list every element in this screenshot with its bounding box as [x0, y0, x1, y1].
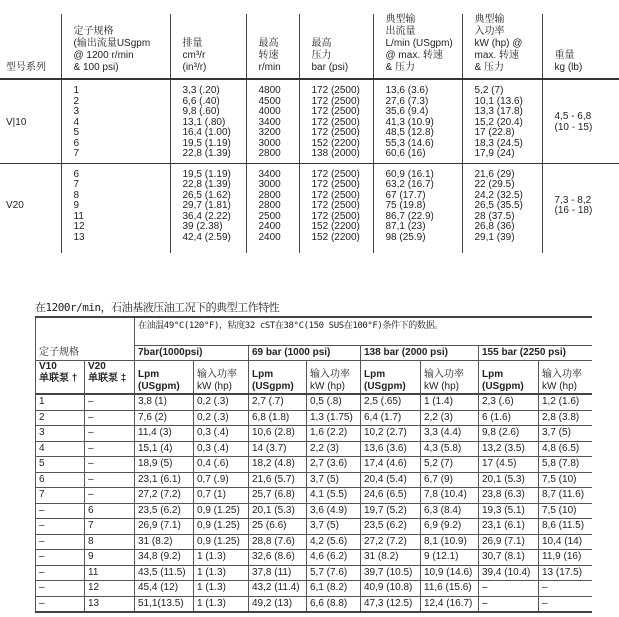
table-cell: 7,6 (2): [135, 410, 194, 426]
table-cell: 5: [36, 457, 85, 473]
pressure-header: 155 bar (2250 psi): [479, 345, 592, 361]
table-cell: 1 (1.3): [194, 596, 249, 612]
table-cell: 37,8 (11): [249, 565, 307, 581]
table-cell: 3,6 (4.9): [307, 503, 361, 519]
table-cell: –: [539, 581, 592, 597]
test-condition-note: 在油温49°C(120°F)，粘度32 cST在38°C(150 SUS在100°F)条件下的数据。: [135, 317, 592, 345]
table-cell: 4: [36, 441, 85, 457]
table-cell: 1,2 (1.6): [539, 394, 592, 410]
table-cell: 2,2 (3): [421, 410, 479, 426]
table-cell: 6,7 (9): [421, 472, 479, 488]
table-cell: 23,8 (6.3): [479, 488, 539, 504]
table-cell: 4,8 (6.5): [539, 441, 592, 457]
table-cell: 11,9 (16): [539, 550, 592, 566]
table-cell: –: [85, 441, 135, 457]
table-cell: 8,1 (10.9): [421, 534, 479, 550]
column-values: 172 (2500) 172 (2500) 172 (2500) 172 (2500) 172 (2500) 152 (2200) 138 (2000): [299, 79, 373, 163]
table-cell: 10,4 (14): [539, 534, 592, 550]
input-power-header: 输入功率 kW (hp): [539, 361, 592, 395]
table-cell: 40,9 (10.8): [361, 581, 421, 597]
pressure-header: 69 bar (1000 psi): [249, 345, 361, 361]
table-cell: 4,6 (6.2): [307, 550, 361, 566]
column-values: 6 7 8 9 11 12 13: [61, 163, 170, 253]
table-row: [36, 441, 592, 457]
table-cell: 18,2 (4.8): [249, 457, 307, 473]
table-cell: 3,7 (5): [307, 472, 361, 488]
table-cell: –: [85, 488, 135, 504]
table-cell: 13,6 (3.6): [361, 441, 421, 457]
table-cell: 4,1 (5.5): [307, 488, 361, 504]
table-cell: 19,3 (5.1): [479, 503, 539, 519]
column-header: 最高 压力 bar (psi): [299, 14, 373, 79]
table-row: [36, 565, 592, 581]
performance-table: [35, 316, 592, 613]
table-cell: 24,6 (6.5): [361, 488, 421, 504]
table-cell: 2,7 (.7): [249, 394, 307, 410]
table-cell: 9,8 (2.6): [479, 426, 539, 442]
table-cell: –: [85, 394, 135, 410]
table-cell: 3,3 (4.4): [421, 426, 479, 442]
weight-value: 7,3 - 8,2 (16 - 18): [542, 163, 619, 253]
table-cell: 0,2 (.3): [194, 410, 249, 426]
table-row: [36, 488, 592, 504]
table-cell: –: [539, 596, 592, 612]
column-header: 典型输 入功率 kW (hp) @ max. 转速 & 压力: [462, 14, 542, 79]
table-cell: 26,9 (7.1): [479, 534, 539, 550]
table-cell: 4,3 (5.8): [421, 441, 479, 457]
series-name: V|10: [6, 116, 27, 128]
table-cell: 23,5 (6.2): [361, 519, 421, 535]
table-cell: 0,9 (1.25): [194, 534, 249, 550]
table-cell: 0,3 (.4): [194, 441, 249, 457]
table-cell: 23,5 (6.2): [135, 503, 194, 519]
table-cell: 17 (4.5): [479, 457, 539, 473]
table-cell: 6 (1.6): [479, 410, 539, 426]
table-cell: 21,6 (5.7): [249, 472, 307, 488]
v10-single-pump-header: V10 单联泵 †: [36, 361, 85, 395]
table-cell: 47,3 (12.5): [361, 596, 421, 612]
table-cell: 49,2 (13): [249, 596, 307, 612]
table-cell: 31 (8.2): [361, 550, 421, 566]
table-cell: 3: [36, 426, 85, 442]
table-cell: 15,1 (4): [135, 441, 194, 457]
column-values: 3400 3000 2800 2800 2500 2400 2400: [246, 163, 299, 253]
table-cell: 13,2 (3.5): [479, 441, 539, 457]
pressure-header: 7bar(1000psi): [135, 345, 249, 361]
pump-spec-table: [0, 14, 619, 253]
lpm-header: Lpm (USgpm): [249, 361, 307, 395]
column-header: 型号系列: [0, 14, 61, 79]
table-cell: 6,8 (1.8): [249, 410, 307, 426]
table-cell: 11: [85, 565, 135, 581]
table-cell: 27,2 (7.2): [361, 534, 421, 550]
table-row: [36, 519, 592, 535]
table-cell: 23,1 (6.1): [479, 519, 539, 535]
table-cell: 27,2 (7.2): [135, 488, 194, 504]
table-cell: 10,6 (2.8): [249, 426, 307, 442]
lpm-header: Lpm (USgpm): [479, 361, 539, 395]
table-cell: 17,4 (4.6): [361, 457, 421, 473]
table-cell: 2,8 (3.8): [539, 410, 592, 426]
table-cell: 8: [85, 534, 135, 550]
table-cell: 39,4 (10.4): [479, 565, 539, 581]
table-cell: 0,9 (1.25): [194, 519, 249, 535]
table-cell: 20,4 (5.4): [361, 472, 421, 488]
column-values: 1 2 3 4 5 6 7: [61, 79, 170, 163]
pressure-header: 138 bar (2000 psi): [361, 345, 479, 361]
table-cell: 43,2 (11.4): [249, 581, 307, 597]
table-cell: 6,9 (9.2): [421, 519, 479, 535]
table-row: [36, 550, 592, 566]
table-cell: 2,7 (3.6): [307, 457, 361, 473]
table-cell: 1: [36, 394, 85, 410]
table-cell: 10,9 (14.6): [421, 565, 479, 581]
table-row: [36, 503, 592, 519]
table-cell: 12,4 (16.7): [421, 596, 479, 612]
column-values: 5,2 (7) 10,1 (13.6) 13,3 (17.8) 15,2 (20.4) 17 (22.8) 18,3 (24.5) 17,9 (24): [462, 79, 542, 163]
table-cell: 5,2 (7): [421, 457, 479, 473]
column-header: 重量 kg (lb): [542, 14, 619, 79]
table-cell: 3,8 (1): [135, 394, 194, 410]
column-header: 定子规格 (输出流量USgpm @ 1200 r/min & 100 psi): [61, 14, 170, 79]
table-cell: 31 (8.2): [135, 534, 194, 550]
table-cell: 2,2 (3): [307, 441, 361, 457]
table-cell: –: [85, 457, 135, 473]
input-power-header: 输入功率 kW (hp): [421, 361, 479, 395]
table-cell: 34,8 (9.2): [135, 550, 194, 566]
table-cell: –: [85, 472, 135, 488]
table-cell: 0,2 (.3): [194, 394, 249, 410]
table-cell: 7: [85, 519, 135, 535]
table-row: [36, 426, 592, 442]
table-cell: 19,7 (5.2): [361, 503, 421, 519]
table-cell: 45,4 (12): [135, 581, 194, 597]
table-cell: 9 (12.1): [421, 550, 479, 566]
table-cell: 20,1 (5.3): [479, 472, 539, 488]
sub-header-row: [36, 361, 592, 395]
table-cell: 1,3 (1.75): [307, 410, 361, 426]
table-cell: 7: [36, 488, 85, 504]
table-cell: 10,2 (2.7): [361, 426, 421, 442]
table-cell: 28,8 (7.6): [249, 534, 307, 550]
table-cell: 0,5 (.8): [307, 394, 361, 410]
table-cell: 0,9 (1.25): [194, 503, 249, 519]
table-cell: 6,4 (1.7): [361, 410, 421, 426]
table-cell: 13 (17.5): [539, 565, 592, 581]
table-cell: –: [36, 519, 85, 535]
table-cell: 3,7 (5): [539, 426, 592, 442]
table-cell: 2,3 (.6): [479, 394, 539, 410]
table-cell: 11,6 (15.6): [421, 581, 479, 597]
table-row: [36, 472, 592, 488]
table-cell: 14 (3.7): [249, 441, 307, 457]
column-header: 最高 转速 r/min: [246, 14, 299, 79]
table-cell: 0,4 (.6): [194, 457, 249, 473]
table-cell: 32,6 (8.6): [249, 550, 307, 566]
table-cell: –: [85, 410, 135, 426]
table-row: [36, 581, 592, 597]
lpm-header: Lpm (USgpm): [135, 361, 194, 395]
table-cell: 1 (1.3): [194, 581, 249, 597]
table-cell: –: [36, 534, 85, 550]
weight-value: 4,5 - 6,8 (10 - 15): [542, 79, 619, 163]
table-cell: 23,1 (6.1): [135, 472, 194, 488]
table-cell: 1 (1.3): [194, 565, 249, 581]
table-row: [36, 457, 592, 473]
table-cell: 20,1 (5.3): [249, 503, 307, 519]
table-cell: 1 (1.3): [194, 550, 249, 566]
table-cell: 0,7 (.9): [194, 472, 249, 488]
table-cell: 0,7 (1): [194, 488, 249, 504]
table-cell: 11,4 (3): [135, 426, 194, 442]
table-cell: 6,1 (8.2): [307, 581, 361, 597]
table-cell: 12: [85, 581, 135, 597]
table-cell: 5,7 (7.6): [307, 565, 361, 581]
table-cell: 25,7 (6.8): [249, 488, 307, 504]
table-cell: 4,2 (5.6): [307, 534, 361, 550]
table-cell: 6,6 (8.8): [307, 596, 361, 612]
table-cell: 2,5 (.65): [361, 394, 421, 410]
table-cell: 25 (6.6): [249, 519, 307, 535]
table-row: [36, 534, 592, 550]
column-values: 4800 4500 4000 3400 3200 3000 2800: [246, 79, 299, 163]
table-cell: 13: [85, 596, 135, 612]
table-cell: 6: [36, 472, 85, 488]
empty-header-cell: [36, 317, 135, 345]
table-row: [36, 394, 592, 410]
column-values: 13,6 (3.6) 27,6 (7.3) 35,6 (9.4) 41,3 (10.9) 48,5 (12.8) 55,3 (14.6) 60,6 (16): [373, 79, 462, 163]
table-cell: 1 (1.4): [421, 394, 479, 410]
series-group: [0, 163, 619, 253]
table-cell: 5,8 (7.8): [539, 457, 592, 473]
table-row: [36, 410, 592, 426]
table-cell: 30,7 (8.1): [479, 550, 539, 566]
table-cell: –: [36, 565, 85, 581]
lpm-header: Lpm (USgpm): [361, 361, 421, 395]
table-cell: 8,6 (11.5): [539, 519, 592, 535]
table-cell: 6: [85, 503, 135, 519]
column-values: 19,5 (1.19) 22,8 (1.39) 26,5 (1.62) 29,7 (1.81) 36,4 (2.22) 39 (2.38) 42,4 (2.59): [170, 163, 246, 253]
table-row: [36, 596, 592, 612]
series-group: [0, 79, 619, 163]
table-cell: –: [36, 581, 85, 597]
v20-single-pump-header: V20 单联泵 ‡: [85, 361, 135, 395]
table-cell: 26,9 (7.1): [135, 519, 194, 535]
series-name: V20: [0, 163, 61, 253]
column-values: 3,3 (.20) 6,6 (.40) 9,8 (.60) 13,1 (.80) 16,4 (1.00) 19,5 (1.19) 22,8 (1.39): [170, 79, 246, 163]
table-cell: –: [479, 596, 539, 612]
table-cell: –: [85, 426, 135, 442]
column-values: 21,6 (29) 22 (29.5) 24,2 (32.5) 26,5 (35.5) 28 (37.5) 26,8 (36) 29,1 (39): [462, 163, 542, 253]
table-cell: 18,9 (5): [135, 457, 194, 473]
table-cell: 8,7 (11.6): [539, 488, 592, 504]
column-values: 60,9 (16.1) 63,2 (16.7) 67 (17.7) 75 (19.8) 86,7 (22.9) 87,1 (23) 98 (25.9): [373, 163, 462, 253]
table-cell: 3,7 (5): [307, 519, 361, 535]
table-cell: 39,7 (10.5): [361, 565, 421, 581]
column-values: 172 (2500) 172 (2500) 172 (2500) 172 (2500) 172 (2500) 152 (2200) 152 (2200): [299, 163, 373, 253]
input-power-header: 输入功率 kW (hp): [194, 361, 249, 395]
table-cell: –: [36, 550, 85, 566]
column-header: 典型输 出流量 L/min (USgpm) @ max. 转速 & 压力: [373, 14, 462, 79]
table-cell: –: [479, 581, 539, 597]
table-cell: –: [36, 503, 85, 519]
table-cell: 7,8 (10.4): [421, 488, 479, 504]
input-power-header: 输入功率 kW (hp): [307, 361, 361, 395]
table-cell: 7,5 (10): [539, 503, 592, 519]
column-header: 排量 cm³/r (in³/r): [170, 14, 246, 79]
table-cell: 6,3 (8.4): [421, 503, 479, 519]
table-cell: 9: [85, 550, 135, 566]
table-cell: 7,5 (10): [539, 472, 592, 488]
table-cell: 0,3 (.4): [194, 426, 249, 442]
performance-table-title: 在1200r/min，石油基液压油工况下的典型工作特性: [35, 301, 280, 314]
table-cell: 51,1(13.5): [135, 596, 194, 612]
table-cell: 2: [36, 410, 85, 426]
table-cell: 43,5 (11.5): [135, 565, 194, 581]
table-cell: 1,6 (2.2): [307, 426, 361, 442]
stator-size-label: 定子规格: [36, 345, 135, 361]
table-cell: –: [36, 596, 85, 612]
